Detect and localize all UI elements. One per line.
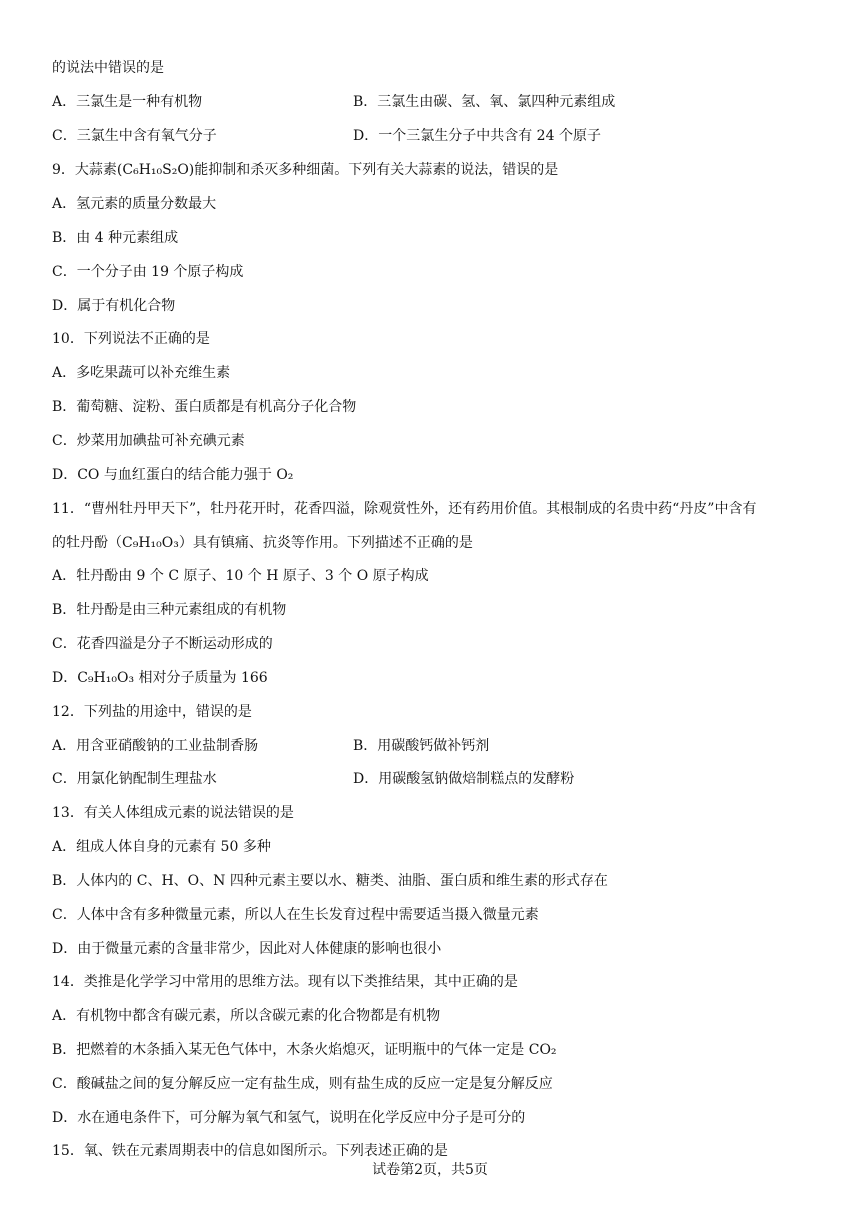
q10-option-c: C．炒菜用加碘盐可补充碘元素 [52, 433, 245, 449]
q9-stem: 9．大蒜素(C₆H₁₀S₂O)能抑制和杀灭多种细菌。下列有关大蒜素的说法，错误的是 [52, 162, 559, 178]
q14-option-c: C．酸碱盐之间的复分解反应一定有盐生成，则有盐生成的反应一定是复分解反应 [52, 1076, 553, 1092]
q12-option-b: B．用碳酸钙做补钙剂 [353, 738, 490, 754]
q9-option-c: C．一个分子由 19 个原子构成 [52, 264, 244, 280]
q9-option-a: A．氢元素的质量分数最大 [52, 196, 217, 212]
q12-stem: 12．下列盐的用途中，错误的是 [52, 704, 252, 720]
q14-option-d: D．水在通电条件下，可分解为氧气和氢气，说明在化学反应中分子是可分的 [52, 1110, 526, 1126]
q8-option-a: A．三氯生是一种有机物 [52, 94, 203, 110]
page-footer: 试卷第2页，共5页 [372, 1162, 488, 1178]
q9-option-b: B．由 4 种元素组成 [52, 230, 179, 246]
q10-option-d: D．CO 与血红蛋白的结合能力强于 O₂ [52, 467, 294, 483]
q12-option-a: A．用含亚硝酸钠的工业盐制香肠 [52, 738, 259, 754]
q11-option-b: B．牡丹酚是由三种元素组成的有机物 [52, 602, 287, 618]
q11-option-c: C．花香四溢是分子不断运动形成的 [52, 636, 273, 652]
q10-option-a: A．多吃果蔬可以补充维生素 [52, 365, 231, 381]
q13-option-a: A．组成人体自身的元素有 50 多种 [52, 839, 271, 855]
q11-stem-line1: 11．“曹州牡丹甲天下”，牡丹花开时，花香四溢，除观赏性外，还有药用价值。其根制成的名贵中药“丹皮”中含有 [52, 501, 757, 517]
q13-option-c: C．人体中含有多种微量元素，所以人在生长发育过程中需要适当摄入微量元素 [52, 907, 539, 923]
q15-stem: 15．氧、铁在元素周期表中的信息如图所示。下列表述正确的是 [52, 1143, 448, 1159]
q13-option-d: D．由于微量元素的含量非常少，因此对人体健康的影响也很小 [52, 941, 442, 957]
q12-option-d: D．用碳酸氢钠做焙制糕点的发酵粉 [353, 771, 575, 787]
q13-option-b: B．人体内的 C、H、O、N 四种元素主要以水、糖类、油脂、蛋白质和维生素的形式存在 [52, 873, 608, 889]
q8-option-c: C．三氯生中含有氧气分子 [52, 128, 217, 144]
q9-option-d: D．属于有机化合物 [52, 298, 176, 314]
q11-option-d: D．C₉H₁₀O₃ 相对分子质量为 166 [52, 670, 268, 686]
q14-option-a: A．有机物中都含有碳元素，所以含碳元素的化合物都是有机物 [52, 1008, 441, 1024]
q14-stem: 14．类推是化学学习中常用的思维方法。现有以下类推结果，其中正确的是 [52, 974, 518, 990]
q10-stem: 10．下列说法不正确的是 [52, 331, 210, 347]
q10-option-b: B．葡萄糖、淀粉、蛋白质都是有机高分子化合物 [52, 399, 357, 415]
q8-option-d: D．一个三氯生分子中共含有 24 个原子 [353, 128, 601, 144]
q8-stem-tail: 的说法中错误的是 [52, 60, 164, 76]
q12-option-c: C．用氯化钠配制生理盐水 [52, 771, 217, 787]
q11-option-a: A．牡丹酚由 9 个 C 原子、10 个 H 原子、3 个 O 原子构成 [52, 568, 429, 584]
q13-stem: 13．有关人体组成元素的说法错误的是 [52, 805, 294, 821]
q8-option-b: B．三氯生由碳、氢、氧、氯四种元素组成 [353, 94, 616, 110]
q11-stem-line2: 的牡丹酚（C₉H₁₀O₃）具有镇痛、抗炎等作用。下列描述不正确的是 [52, 535, 473, 551]
q14-option-b: B．把燃着的木条插入某无色气体中，木条火焰熄灭，证明瓶中的气体一定是 CO₂ [52, 1042, 557, 1058]
